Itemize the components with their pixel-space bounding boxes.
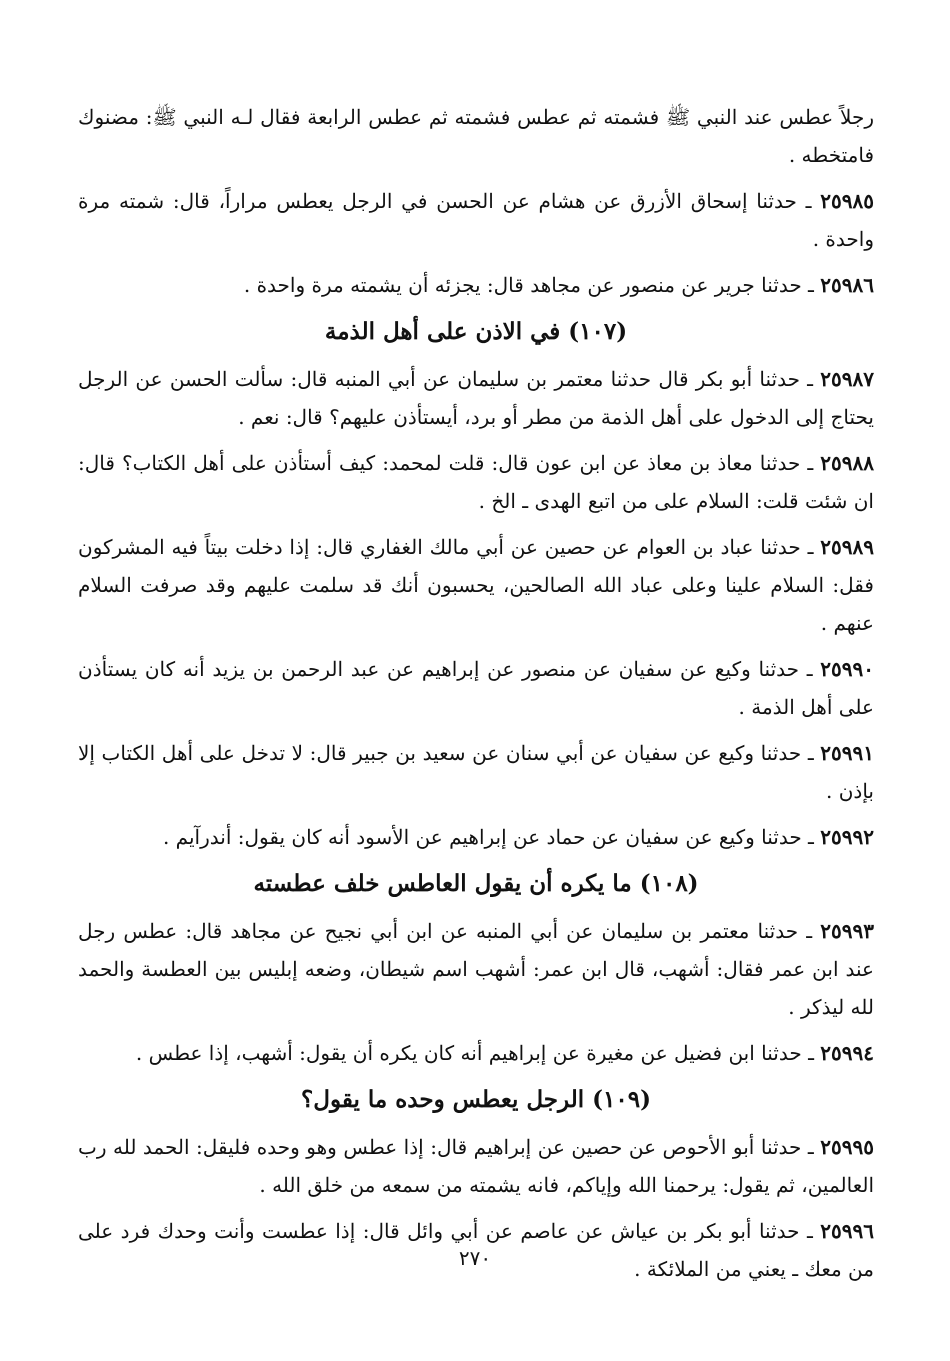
hadith-text: ـ حدثنا إسحاق الأزرق عن هشام عن الحسن في الرجل يعطس مراراً، قال: شمته مرة واحدة . (78, 189, 874, 251)
hadith-text: ـ حدثنا أبو بكر بن عياش عن عاصم عن أبي وائل قال: إذا عطست وأنت وحدك فرد على من معك ـ يعني من الملائكة . (78, 1219, 874, 1281)
hadith-number: ٢٥٩٨٧ (820, 367, 874, 391)
hadith-number: ٢٥٩٩٠ (820, 657, 874, 681)
chapter-heading: (١٠٨) ما يكره أن يقول العاطس خلف عطسته (253, 870, 699, 897)
hadith-paragraph (78, 1128, 874, 1204)
hadith-text: ـ حدثنا أبو الأحوص عن حصين عن إبراهيم قال: إذا عطس وهو وحده فليقل: الحمد لله رب العالمين، ثم يقول: يرحمنا الله وإياكم، فانه يشمته من سمعه من خلق الله . (78, 1135, 874, 1197)
hadith-number: ٢٥٩٩٤ (820, 1041, 874, 1065)
hadith-text: ـ حدثنا أبو بكر قال حدثنا معتمر بن سليمان عن أبي المنبه قال: سألت الحسن عن الرجل يحتاج إلى الدخول على أهل الذمة من مطر أو برد، أيستأذن عليهم؟ قال: نعم . (78, 367, 874, 429)
hadith-text: ـ حدثنا معاذ بن معاذ عن ابن عون قال: قلت لمحمد: كيف أستأذن على أهل الكتاب؟ قال: ان شئت قلت: السلام على من اتبع الهدى ـ الخ . (78, 451, 874, 513)
hadith-text: ـ حدثنا وكيع عن سفيان عن حماد عن إبراهيم عن الأسود أنه كان يقول: أندرآيم . (162, 825, 821, 849)
hadith-paragraph (78, 528, 874, 642)
hadith-number: ٢٥٩٩٣ (820, 919, 875, 943)
hadith-text: ـ حدثنا جرير عن منصور عن مجاهد قال: يجزئه أن يشمته مرة واحدة . (243, 273, 821, 297)
page-body (78, 98, 874, 1296)
hadith-paragraph (78, 444, 874, 520)
continuation-paragraph (78, 98, 874, 174)
hadith-number: ٢٥٩٩١ (820, 741, 874, 765)
hadith-number: ٢٥٩٨٥ (820, 189, 874, 213)
chapter-heading: (١٠٧) في الاذن على أهل الذمة (324, 318, 628, 345)
hadith-paragraph (78, 818, 874, 856)
hadith-paragraph (78, 266, 874, 304)
hadith-number: ٢٥٩٨٨ (820, 451, 874, 475)
hadith-paragraph (78, 360, 874, 436)
hadith-text: ـ حدثنا وكيع عن سفيان عن أبي سنان عن سعيد بن جبير قال: لا تدخل على أهل الكتاب إلا بإذن . (78, 741, 874, 803)
hadith-number: ٢٥٩٨٩ (820, 535, 874, 559)
hadith-number: ٢٥٩٩٦ (820, 1219, 874, 1243)
hadith-number: ٢٥٩٨٦ (820, 273, 874, 297)
hadith-text: ـ حدثنا معتمر بن سليمان عن أبي المنبه عن ابن أبي نجيح عن مجاهد قال: عطس رجل عند ابن عمر فقال: أشهب، قال ابن عمر: أشهب اسم شيطان، وضعه إبليس بين العطسة والحمد لله ليذكر . (78, 919, 874, 1019)
hadith-text: ـ حدثنا وكيع عن سفيان عن منصور عن إبراهيم عن عبد الرحمن بن يزيد أنه كان يستأذن على أهل الذمة . (78, 657, 874, 719)
hadith-paragraph (78, 650, 874, 726)
hadith-paragraph (78, 1034, 874, 1072)
page-number: ٢٧٠ (458, 1246, 492, 1270)
hadith-paragraph (78, 182, 874, 258)
hadith-paragraph (78, 734, 874, 810)
hadith-paragraph (78, 912, 874, 1026)
hadith-number: ٢٥٩٩٢ (820, 825, 874, 849)
chapter-heading: (١٠٩) الرجل يعطس وحده ما يقول؟ (301, 1086, 651, 1113)
hadith-text: ـ حدثنا عباد بن العوام عن حصين عن أبي مالك الغفاري قال: إذا دخلت بيتاً فيه المشركون فقل: السلام علينا وعلى عباد الله الصالحين، يحسبون أنك قد سلمت عليهم وقد صرفت السلام عنهم . (78, 535, 874, 635)
hadith-text: ـ حدثنا ابن فضيل عن مغيرة عن إبراهيم أنه كان يكره أن يقول: أشهب، إذا عطس . (135, 1041, 821, 1065)
hadith-number: ٢٥٩٩٥ (820, 1135, 874, 1159)
hadith-text: رجلاً عطس عند النبي ﷺ فشمته ثم عطس فشمته ثم عطس الرابعة فقال لـه النبي ﷺ: مضنوك فامتخطه . (78, 105, 874, 167)
